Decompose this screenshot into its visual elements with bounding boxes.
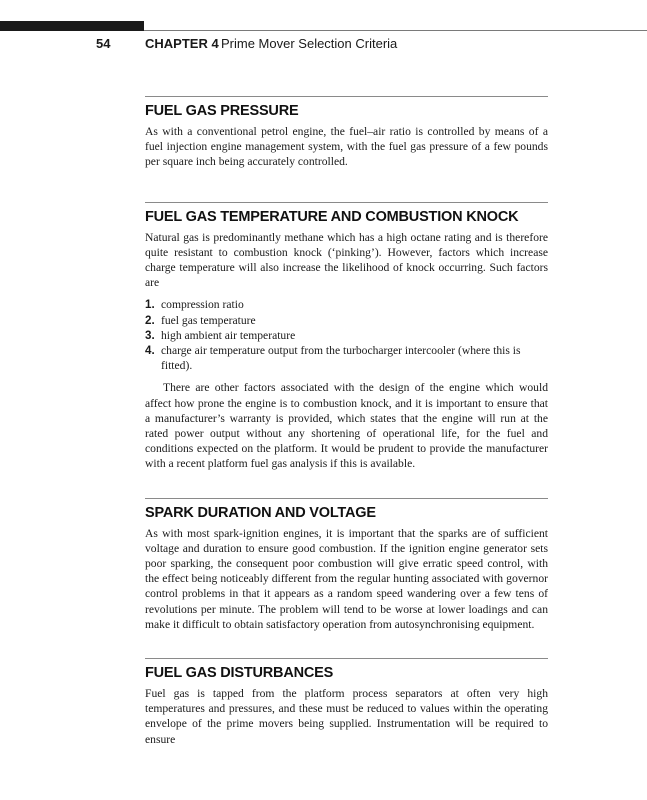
paragraph: There are other factors associated with the design of the engine which would affect how prone the engine is to combustion knock, and it is important to ensure that a manufacturer’s warranty is provided, which states that the engine will run at the rated power output without any shortening of operational life, for the fuel and conditions expected on the platform. It would be prudent to provide the manufacturer with a recent platform fuel gas analysis if this is available. <box>145 381 548 471</box>
list-number: 2. <box>145 313 155 327</box>
section-divider <box>145 658 548 659</box>
section-divider <box>145 498 548 499</box>
section-heading: FUEL GAS TEMPERATURE AND COMBUSTION KNOCK <box>145 208 519 225</box>
list-item <box>145 343 548 373</box>
section-fuel-gas-disturbances <box>145 658 548 747</box>
list-number: 3. <box>145 328 155 342</box>
numbered-list <box>145 297 548 373</box>
section-fuel-gas-pressure <box>145 96 548 170</box>
list-item-text: fuel gas temperature <box>161 313 256 327</box>
section-fuel-gas-temperature <box>145 202 548 472</box>
paragraph: Fuel gas is tapped from the platform process separators at often very high temperatures and pressures, and these must be reduced to values within the operating envelope of the prime movers being supplied. Instrumentation will be required to ensure <box>145 687 548 746</box>
section-heading: FUEL GAS DISTURBANCES <box>145 665 334 682</box>
paragraph: As with a conventional petrol engine, the fuel–air ratio is controlled by means of a fuel injection engine management system, with the fuel gas pressure of a few pounds per square inch being accurately controlled. <box>145 125 548 169</box>
header-black-bar <box>0 21 144 31</box>
list-item <box>145 313 548 328</box>
page-content <box>145 96 548 747</box>
paragraph: As with most spark-ignition engines, it is important that the sparks are of sufficient voltage and duration to ensure good combustion. If the ignition engine generator sets poor sparking, the consequent poor combustion will give erratic speed control, with the effect being noticeably different from the regular hunting associated with governor control problems in that it appears as a random speed wandering over a few tens of revolutions per minute. The problem will tend to be worse at lower loadings and can make it difficult to obtain satisfactory operation from autosynchronising equipment. <box>145 526 548 631</box>
section-divider <box>145 96 548 97</box>
section-heading: FUEL GAS PRESSURE <box>145 103 299 119</box>
list-number: 1. <box>145 298 155 312</box>
list-item <box>145 297 548 312</box>
list-number: 4. <box>145 344 155 358</box>
list-item-text: compression ratio <box>161 298 244 312</box>
chapter-label: CHAPTER 4 <box>145 36 219 51</box>
list-item <box>145 328 548 343</box>
chapter-title: Prime Mover Selection Criteria <box>221 36 398 51</box>
list-item-text: high ambient air temperature <box>161 328 296 342</box>
header-rule <box>144 30 647 31</box>
section-heading: SPARK DURATION AND VOLTAGE <box>145 504 376 521</box>
list-item-text: charge air temperature output from the turbocharger intercooler (where this is fitted). <box>161 344 521 373</box>
section-spark-duration <box>145 498 548 632</box>
paragraph: Natural gas is predominantly methane which has a high octane rating and is therefore quite resistant to combustion knock (‘pinking’). However, factors which increase charge temperature will also increase the likelihood of knock occurring. Such factors are <box>145 230 548 290</box>
section-divider <box>145 202 548 203</box>
page-number: 54 <box>96 36 111 51</box>
running-head <box>0 36 647 54</box>
